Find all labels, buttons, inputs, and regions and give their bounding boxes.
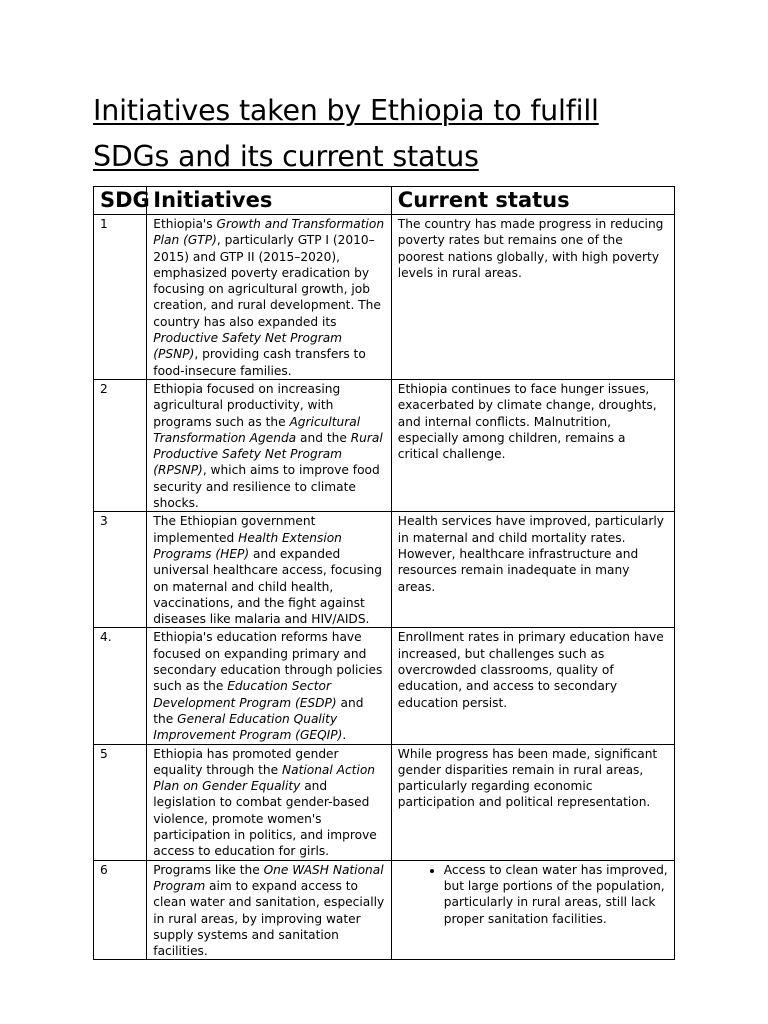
sdg-number: 2 (94, 380, 147, 512)
document-title (93, 88, 678, 180)
table-row (94, 380, 675, 512)
current-status-cell (391, 860, 674, 960)
sdg-number: 3 (94, 512, 147, 628)
initiative-text: The Ethiopian government implemented (153, 514, 316, 545)
initiatives-cell (147, 860, 392, 960)
header-initiatives: Initiatives (147, 187, 392, 215)
table-row (94, 215, 675, 380)
table-row (94, 860, 675, 960)
initiative-text: Ethiopia's education reforms have focused on expanding primary and secondary education through policies such as the (153, 630, 383, 694)
header-current-status: Current status (391, 187, 674, 215)
current-status-cell: Enrollment rates in primary education have increased, but challenges such as overcrowded classrooms, quality of education, and access to secondary education persist. (391, 628, 674, 744)
initiative-text: Programs like the (153, 862, 264, 877)
sdg-number: 1 (94, 215, 147, 380)
initiatives-cell (147, 628, 392, 744)
current-status-cell: The country has made progress in reducing poverty rates but remains one of the poorest nations globally, with high poverty levels in rural areas. (391, 215, 674, 380)
initiative-text: aim to expand access to clean water and sanitation, especially in rural areas, by improving water supply systems and sanitation facilities. (153, 878, 385, 959)
table-header-row (94, 187, 675, 215)
initiative-text: and legislation to combat gender-based violence, promote women's participation in politics, and improve access to education for girls. (153, 779, 377, 859)
table-row (94, 512, 675, 628)
sdg-number: 4. (94, 628, 147, 744)
title-line-2: SDGs and its current status (93, 140, 479, 173)
sdg-number: 5 (94, 744, 147, 860)
status-bullet-list (398, 862, 668, 927)
program-name: Growth and Transformation Plan (GTP) (153, 217, 385, 248)
initiative-text: Ethiopia's (153, 217, 217, 231)
initiative-text: , which aims to improve food security and resilience to climate shocks. (153, 463, 380, 511)
initiative-text: Ethiopia focused on increasing agricultural productivity, with programs such as the (153, 382, 341, 429)
program-name: General Education Quality Improvement Program (GEQIP) (153, 711, 343, 743)
table-body (94, 215, 675, 960)
program-name: Education Sector Development Program (ESDP) (153, 679, 337, 710)
initiative-text: and the (296, 430, 351, 445)
document-page (93, 88, 678, 959)
current-status-cell: Ethiopia continues to face hunger issues, exacerbated by climate change, droughts, and internal conflicts. Malnutrition, especially among children, remains a critical challenge. (391, 380, 674, 512)
program-name: One WASH National Program (153, 862, 384, 893)
initiatives-cell (147, 380, 392, 512)
initiatives-cell (147, 512, 392, 628)
program-name: Rural Productive Safety Net Program (RPSNP) (153, 430, 383, 478)
program-name: Health Extension Programs (HEP) (153, 530, 342, 561)
initiative-text: and the (153, 695, 364, 726)
table-row (94, 628, 675, 744)
program-name: Agricultural Transformation Agenda (153, 414, 361, 445)
current-status-cell: While progress has been made, significant gender disparities remain in rural areas, particularly regarding economic participation and political representation. (391, 744, 674, 860)
initiative-text: , providing cash transfers to food-insecure families. (153, 347, 366, 378)
title-line-1: Initiatives taken by Ethiopia to fulfill (93, 94, 599, 127)
program-name: Productive Safety Net Program (PSNP) (153, 331, 343, 362)
sdg-initiatives-table (93, 186, 675, 960)
header-sdg: SDG (94, 187, 147, 215)
program-name: National Action Plan on Gender Equality (153, 762, 376, 794)
initiative-text: and expanded universal healthcare access, focusing on maternal and child health, vaccinations, and the fight against diseases like malaria and HIV/AIDS. (153, 546, 382, 627)
initiative-text: . (342, 728, 347, 743)
initiative-text: Ethiopia has promoted gender equality through the (153, 746, 339, 777)
sdg-number: 6 (94, 860, 147, 960)
status-bullet-item: • Access to clean water has improved, but large portions of the population, particularly in rural areas, still lack proper sanitation facilities. (444, 862, 668, 927)
current-status-cell: Health services have improved, particularly in maternal and child mortality rates. However, healthcare infrastructure and resources remain inadequate in many areas. (391, 512, 674, 628)
initiative-text: , particularly GTP I (2010–2015) and GTP II (2015–2020), emphasized poverty eradication by focusing on agricultural growth, job creation, and rural development. The country has also expanded its (153, 233, 381, 329)
table-row (94, 744, 675, 860)
initiatives-cell (147, 744, 392, 860)
initiatives-cell (147, 215, 392, 380)
